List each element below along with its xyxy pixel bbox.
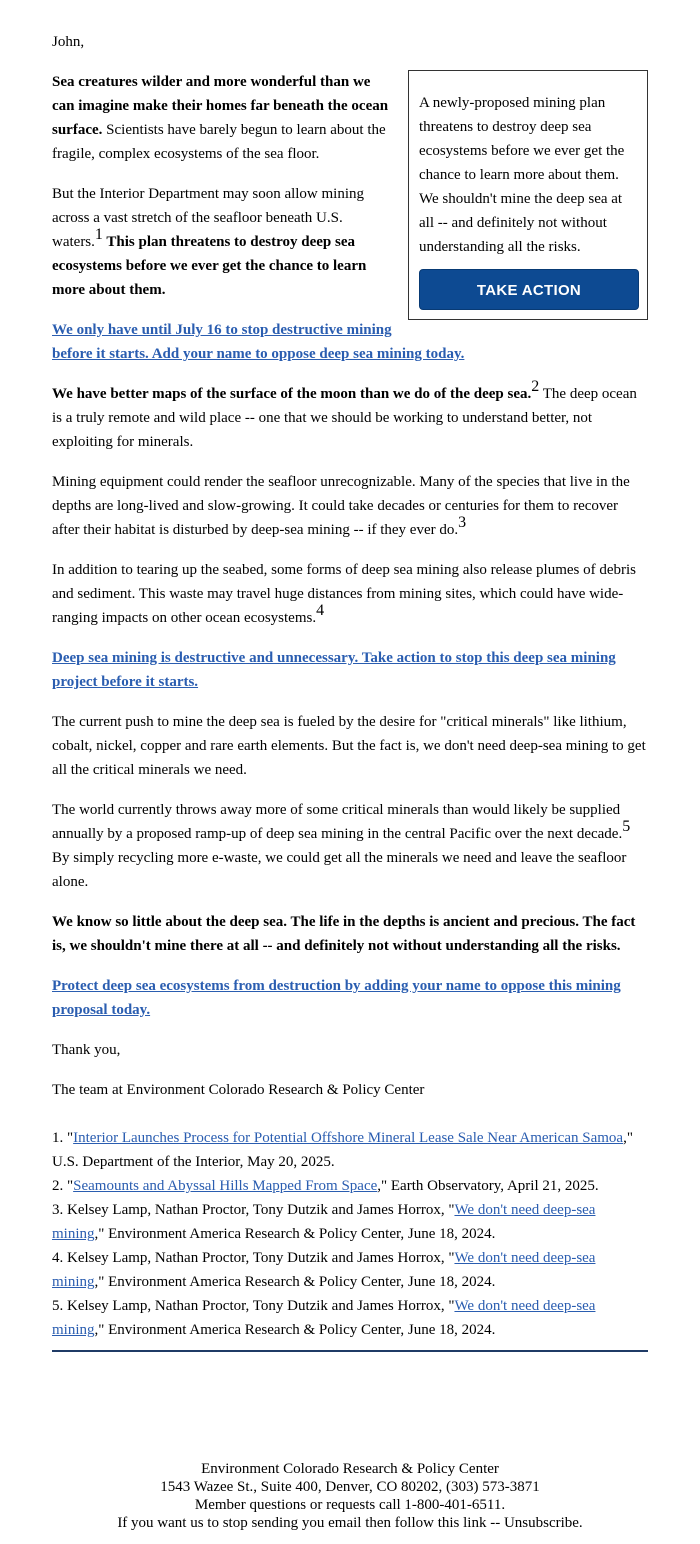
- paragraph-recycling-rest: By simply recycling more e-waste, we could get all the minerals we need and leave the seafloor alone.: [52, 850, 627, 890]
- cta-link-1[interactable]: We only have until July 16 to stop destructive mining before it starts. Add your name to oppose deep sea mining today.: [52, 322, 465, 362]
- reference-prefix: 2. ": [52, 1178, 74, 1194]
- paragraph-equipment-text: Mining equipment could render the seafloor unrecognizable. Many of the species that live in the depths are long-lived and slow-growing. It could take decades or centuries for them to recover after their habitat is disturbed by deep-sea mining -- if they ever do.: [52, 474, 630, 538]
- footer-address: 1543 Wazee St., Suite 400, Denver, CO 80202, (303) 573-3871: [160, 1479, 540, 1495]
- take-action-button[interactable]: TAKE ACTION: [419, 269, 639, 310]
- footnote-ref-1: 1: [94, 225, 103, 243]
- closing: Thank you,: [52, 1042, 121, 1058]
- reference-suffix: ," Environment America Research & Policy Center, June 18, 2024.: [94, 1322, 496, 1338]
- paragraph-equipment: [52, 470, 648, 542]
- footnote-ref-5: 5: [622, 817, 631, 835]
- reference-item: [52, 1246, 648, 1294]
- reference-suffix: ," Environment America Research & Policy Center, June 18, 2024.: [94, 1274, 496, 1290]
- email-body: [52, 30, 648, 1352]
- reference-link[interactable]: We don't need deep-sea mining: [52, 1250, 596, 1290]
- reference-prefix: 1. ": [52, 1130, 74, 1146]
- paragraph-conclusion: [52, 910, 648, 958]
- cta-link-3[interactable]: Protect deep sea ecosystems from destruction by adding your name to oppose this mining proposal today.: [52, 978, 621, 1018]
- sidebar-text: A newly-proposed mining plan threatens to destroy deep sea ecosystems before we ever get the chance to learn more about them. We shouldn't mine the deep sea at all -- and definitely not without understanding all the risks.: [419, 95, 625, 255]
- footnote-ref-4: 4: [316, 601, 325, 619]
- paragraph-recycling: [52, 798, 648, 894]
- paragraph-plumes: [52, 558, 648, 630]
- reference-link[interactable]: We don't need deep-sea mining: [52, 1298, 596, 1338]
- footer-member-line: Member questions or requests call 1-800-401-6511.: [194, 1497, 506, 1513]
- reference-prefix: 3. Kelsey Lamp, Nathan Proctor, Tony Dutzik and James Horrox, ": [52, 1202, 455, 1218]
- reference-item: [52, 1174, 648, 1198]
- reference-suffix: ," U.S. Department of the Interior, May 20, 2025.: [52, 1130, 633, 1170]
- reference-item: [52, 1126, 648, 1174]
- signature: The team at Environment Colorado Research & Policy Center: [52, 1082, 425, 1098]
- paragraph-interior-bold: This plan threatens to destroy deep sea ecosystems before we ever get the chance to learn more about them.: [52, 234, 367, 298]
- paragraph-maps-rest: The deep ocean is a truly remote and wild place -- one that we should be working to understand better, not exploiting for minerals.: [52, 386, 637, 450]
- email-footer: [0, 1460, 700, 1532]
- reference-prefix: 5. Kelsey Lamp, Nathan Proctor, Tony Dutzik and James Horrox, ": [52, 1298, 455, 1314]
- cta-link-1-paragraph: [52, 318, 648, 366]
- cta-link-3-paragraph: [52, 974, 648, 1022]
- paragraph-recycling-text: The world currently throws away more of some critical minerals than would likely be supplied annually by a proposed ramp-up of deep sea mining in the central Pacific over the next decade.: [52, 802, 623, 842]
- reference-link[interactable]: We don't need deep-sea mining: [52, 1202, 596, 1242]
- paragraph-maps-bold: We have better maps of the surface of the moon than we do of the deep sea.: [52, 386, 532, 402]
- reference-item: [52, 1294, 648, 1342]
- reference-link[interactable]: Seamounts and Abyssal Hills Mapped From Space: [73, 1178, 378, 1194]
- footer-unsubscribe-text: If you want us to stop sending you email then follow this link --: [117, 1515, 504, 1531]
- footer-unsubscribe-line: [0, 1514, 700, 1532]
- reference-prefix: 4. Kelsey Lamp, Nathan Proctor, Tony Dutzik and James Horrox, ": [52, 1250, 455, 1266]
- paragraph-conclusion-bold: We know so little about the deep sea. The life in the depths is ancient and precious. The fact is, we shouldn't mine there at all -- and definitely not without understanding all the risks.: [52, 914, 636, 954]
- cta-link-2-paragraph: [52, 646, 648, 694]
- action-sidebar-box: [408, 70, 648, 320]
- paragraph-intro-rest: Scientists have barely begun to learn about the fragile, complex ecosystems of the sea floor.: [52, 122, 386, 162]
- references-list: [52, 1126, 648, 1352]
- reference-link[interactable]: Interior Launches Process for Potential Offshore Mineral Lease Sale Near American Samoa: [73, 1130, 624, 1146]
- paragraph-intro-bold: Sea creatures wilder and more wonderful than we can imagine make their homes far beneath the ocean surface.: [52, 74, 389, 138]
- unsubscribe-link[interactable]: Unsubscribe.: [503, 1515, 583, 1531]
- reference-suffix: ," Earth Observatory, April 21, 2025.: [377, 1178, 599, 1194]
- cta-link-2[interactable]: Deep sea mining is destructive and unnecessary. Take action to stop this deep sea mining project before it starts.: [52, 650, 616, 690]
- paragraph-plumes-text: In addition to tearing up the seabed, some forms of deep sea mining also release plumes of debris and sediment. This waste may travel huge distances from mining sites, which could have wide-ranging impacts on other ocean ecosystems.: [52, 562, 637, 626]
- greeting: John,: [52, 34, 85, 50]
- footnote-ref-3: 3: [458, 513, 467, 531]
- footer-org-name: Environment Colorado Research & Policy Center: [201, 1461, 499, 1477]
- paragraph-critical-minerals: The current push to mine the deep sea is fueled by the desire for "critical minerals" like lithium, cobalt, nickel, copper and rare earth elements. But the fact is, we don't need deep-sea mining to get all the critical minerals we need.: [52, 714, 646, 778]
- footnote-ref-2: 2: [531, 377, 540, 395]
- paragraph-interior-text: But the Interior Department may soon allow mining across a vast stretch of the seafloor beneath U.S. waters.: [52, 186, 365, 250]
- reference-suffix: ," Environment America Research & Policy Center, June 18, 2024.: [94, 1226, 496, 1242]
- reference-item: [52, 1198, 648, 1246]
- paragraph-maps: [52, 377, 648, 454]
